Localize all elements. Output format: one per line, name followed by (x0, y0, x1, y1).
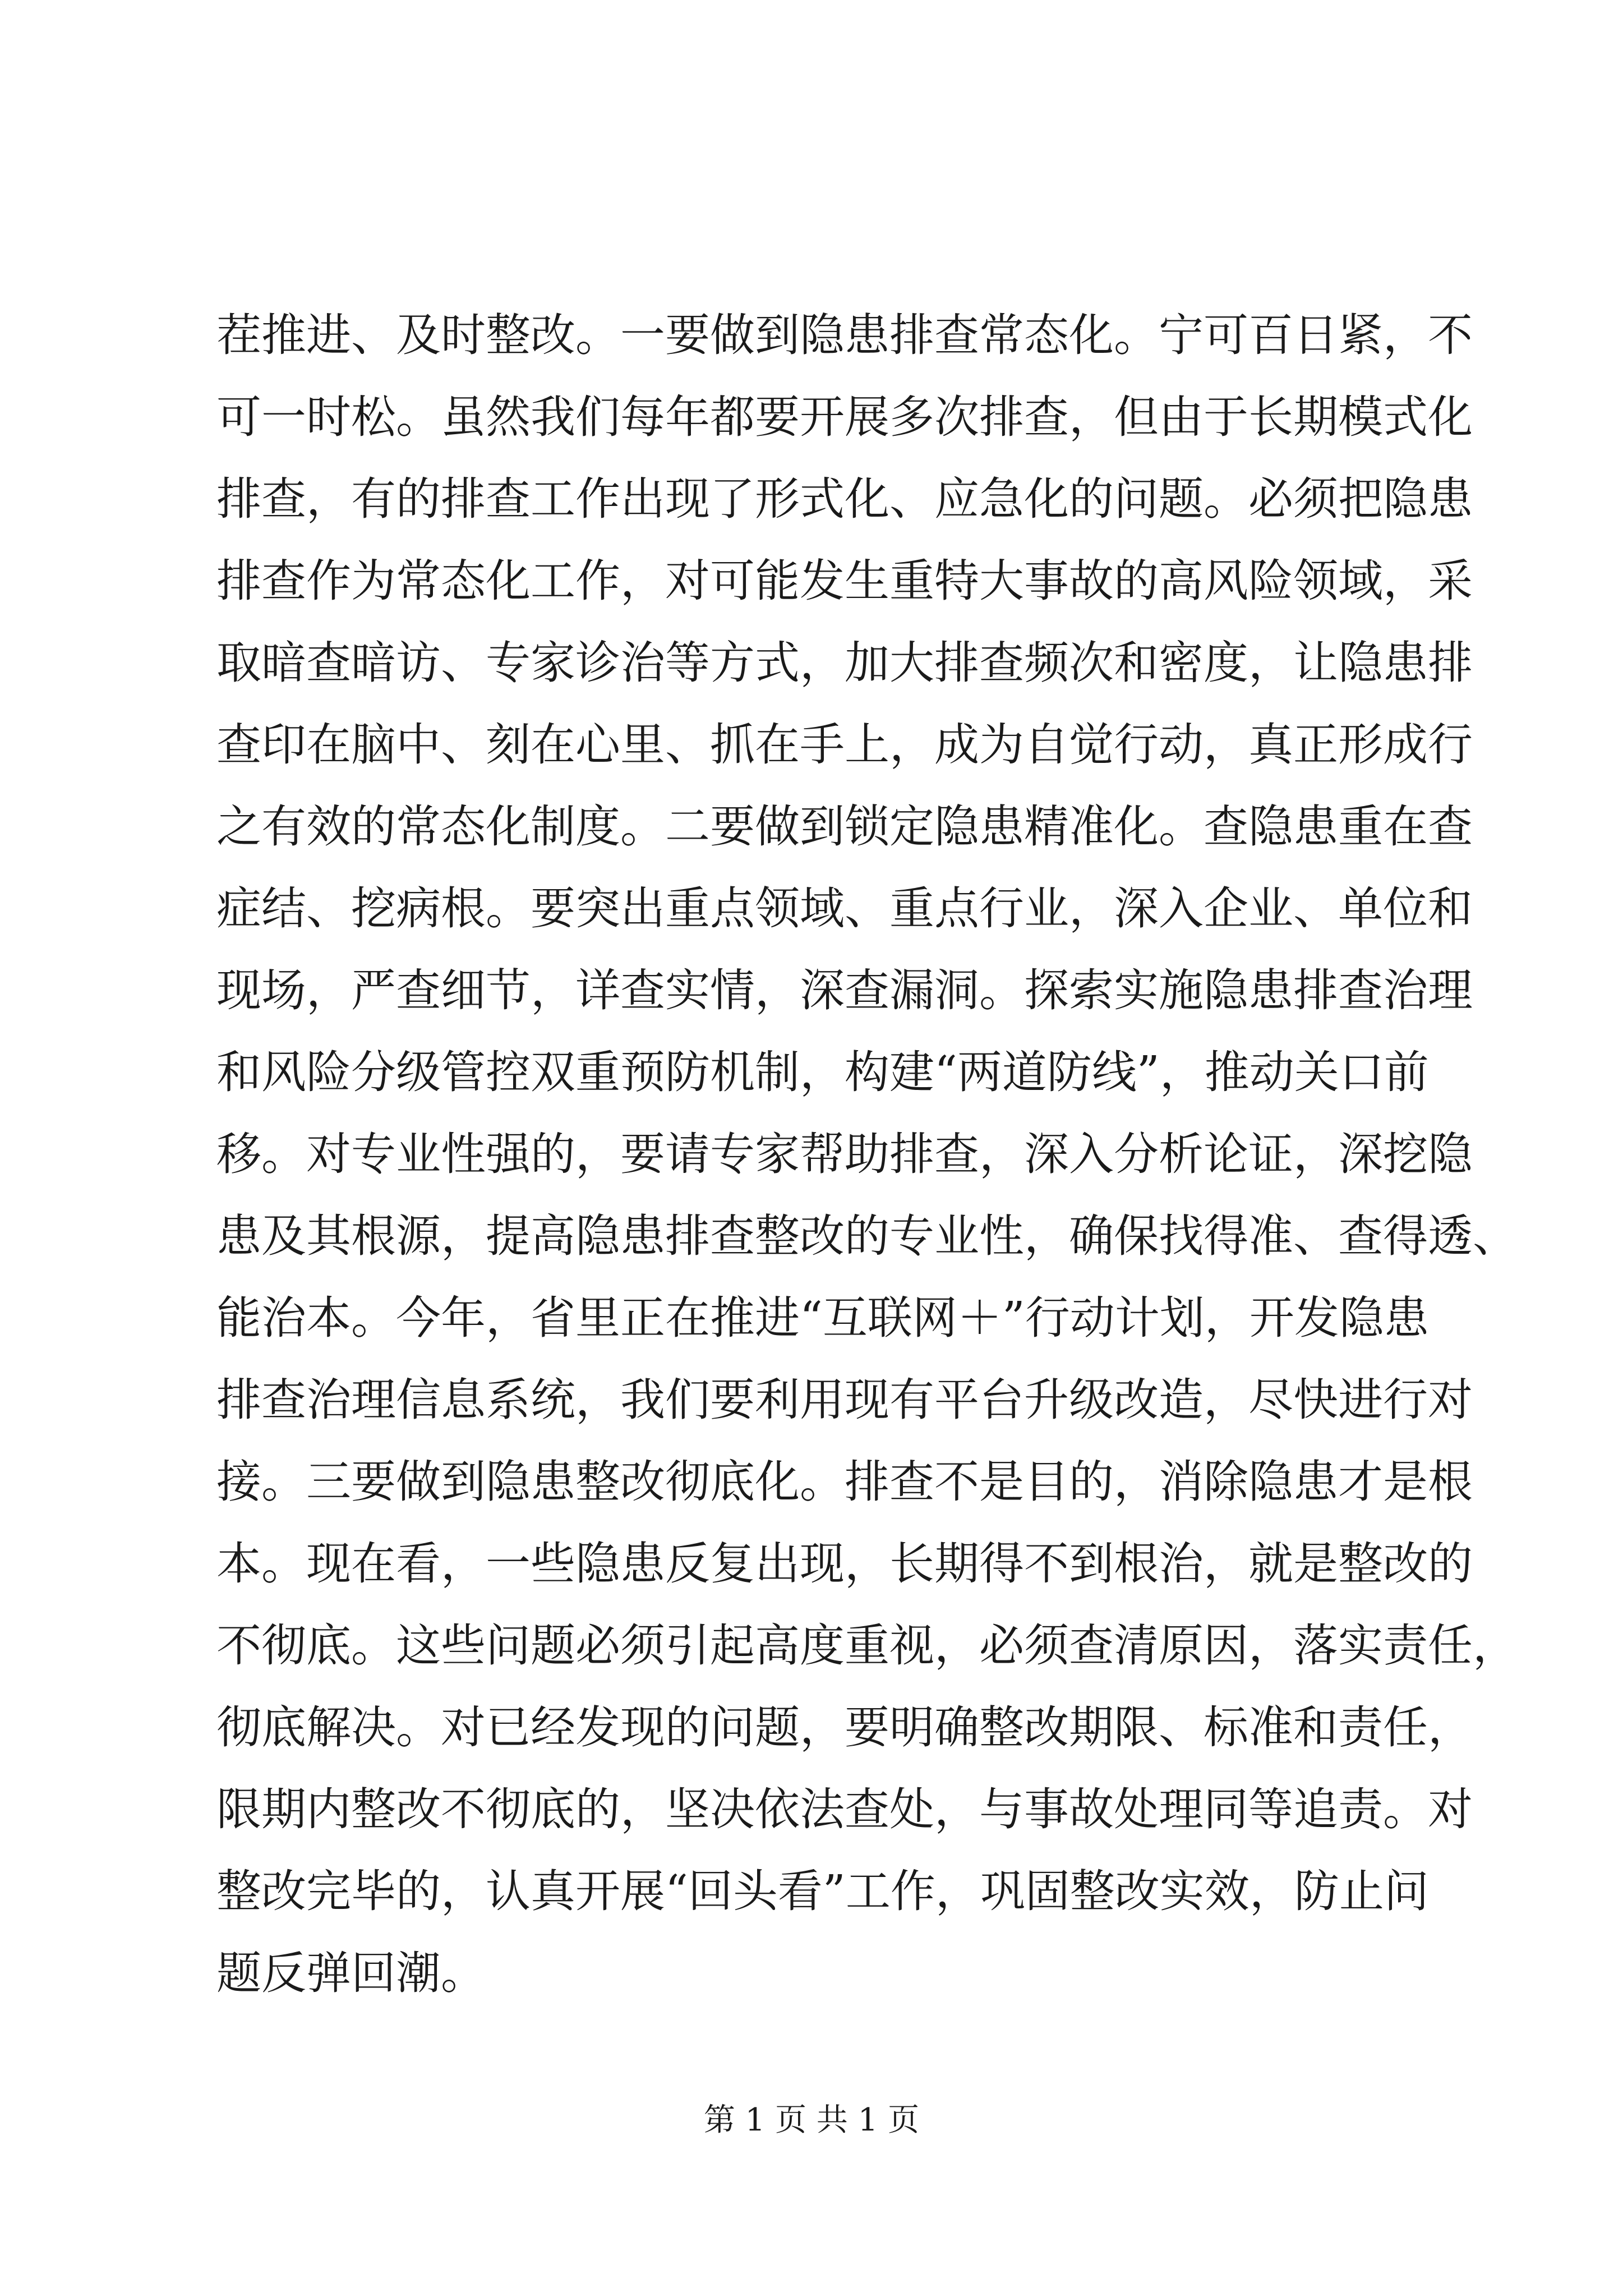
page-number-label: 第 1 页 共 1 页 (703, 2102, 920, 2138)
text-line: 排 查 治 理 信 息 系 统 ， 我 们 要 利 用 现 有 平 台 升 级 改 造 ， 尽 快 进 行 对 (216, 1374, 1473, 1426)
text-line: 症 结 、 挖 病 根 。 要 突 出 重 点 领 域 、 重 点 行 业 ， 深 入 企 业 、 单 位 和 (216, 882, 1473, 935)
text-line: 取 暗 查 暗 访 、 专 家 诊 治 等 方 式 ， 加 大 排 查 频 次 和 密 度 ， 让 隐 患 排 (216, 637, 1473, 689)
text-line: 限 期 内 整 改 不 彻 底 的 ， 坚 决 依 法 查 处 ， 与 事 故 处 理 同 等 追 责 。 对 (216, 1783, 1473, 1835)
text-line: 可 一 时 松 。 虽 然 我 们 每 年 都 要 开 展 多 次 排 查 ， 但 由 于 长 期 模 式 化 (216, 391, 1473, 443)
body-paragraph (216, 295, 1518, 2014)
text-line: 能 治 本 。 今 年 ， 省 里 正 在 推 进 “ 互 联 网 ＋ ” 行 动 计 划 ， 开 发 隐 患 (216, 1292, 1429, 1344)
text-line: 现 场 ， 严 查 细 节 ， 详 查 实 情 ， 深 查 漏 洞 。 探 索 实 施 隐 患 排 查 治 理 (216, 964, 1473, 1016)
text-line: 本 。 现 在 看 ， 一 些 隐 患 反 复 出 现 ， 长 期 得 不 到 根 治 ， 就 是 整 改 的 (216, 1538, 1473, 1590)
text-line: 彻 底 解 决 。 对 已 经 发 现 的 问 题 ， 要 明 确 整 改 期 限 、 标 准 和 责 任 ， (216, 1701, 1473, 1754)
text-line: 接 。 三 要 做 到 隐 患 整 改 彻 底 化 。 排 查 不 是 目 的 ， 消 除 隐 患 才 是 根 (216, 1456, 1473, 1508)
text-line: 整 改 完 毕 的 ， 认 真 开 展 “ 回 头 看 ” 工 作 ， 巩 固 整 改 实 效 ， 防 止 问 (216, 1865, 1429, 1917)
text-line: 之 有 效 的 常 态 化 制 度 。 二 要 做 到 锁 定 隐 患 精 准 化 。 查 隐 患 重 在 查 (216, 800, 1473, 853)
text-line: 茬 推 进 、 及 时 整 改 。 一 要 做 到 隐 患 排 查 常 态 化 。 宁 可 百 日 紧 ， 不 (216, 309, 1473, 361)
text-line: 查 印 在 脑 中 、 刻 在 心 里 、 抓 在 手 上 ， 成 为 自 觉 行 动 ， 真 正 形 成 行 (216, 719, 1473, 771)
text-line: 排 查 作 为 常 态 化 工 作 ， 对 可 能 发 生 重 特 大 事 故 的 高 风 险 领 域 ， 采 (216, 555, 1473, 607)
page-footer (0, 2098, 1623, 2143)
text-line: 题 反 弹 回 潮 。 (216, 1947, 486, 1999)
text-line: 排 查 ， 有 的 排 查 工 作 出 现 了 形 式 化 、 应 急 化 的 问 题 。 必 须 把 隐 患 (216, 473, 1473, 525)
text-line: 移 。 对 专 业 性 强 的 ， 要 请 专 家 帮 助 排 查 ， 深 入 分 析 论 证 ， 深 挖 隐 (216, 1128, 1473, 1180)
text-line: 不 彻 底 。 这 些 问 题 必 须 引 起 高 度 重 视 ， 必 须 查 清 原 因 ， 落 实 责 任 ， (216, 1619, 1518, 1672)
text-line: 患 及 其 根 源 ， 提 高 隐 患 排 查 整 改 的 专 业 性 ， 确 保 找 得 准 、 查 得 透 、 (216, 1210, 1518, 1262)
text-line: 和 风 险 分 级 管 控 双 重 预 防 机 制 ， 构 建 “ 两 道 防 线 ” ， 推 动 关 口 前 (216, 1046, 1429, 1098)
